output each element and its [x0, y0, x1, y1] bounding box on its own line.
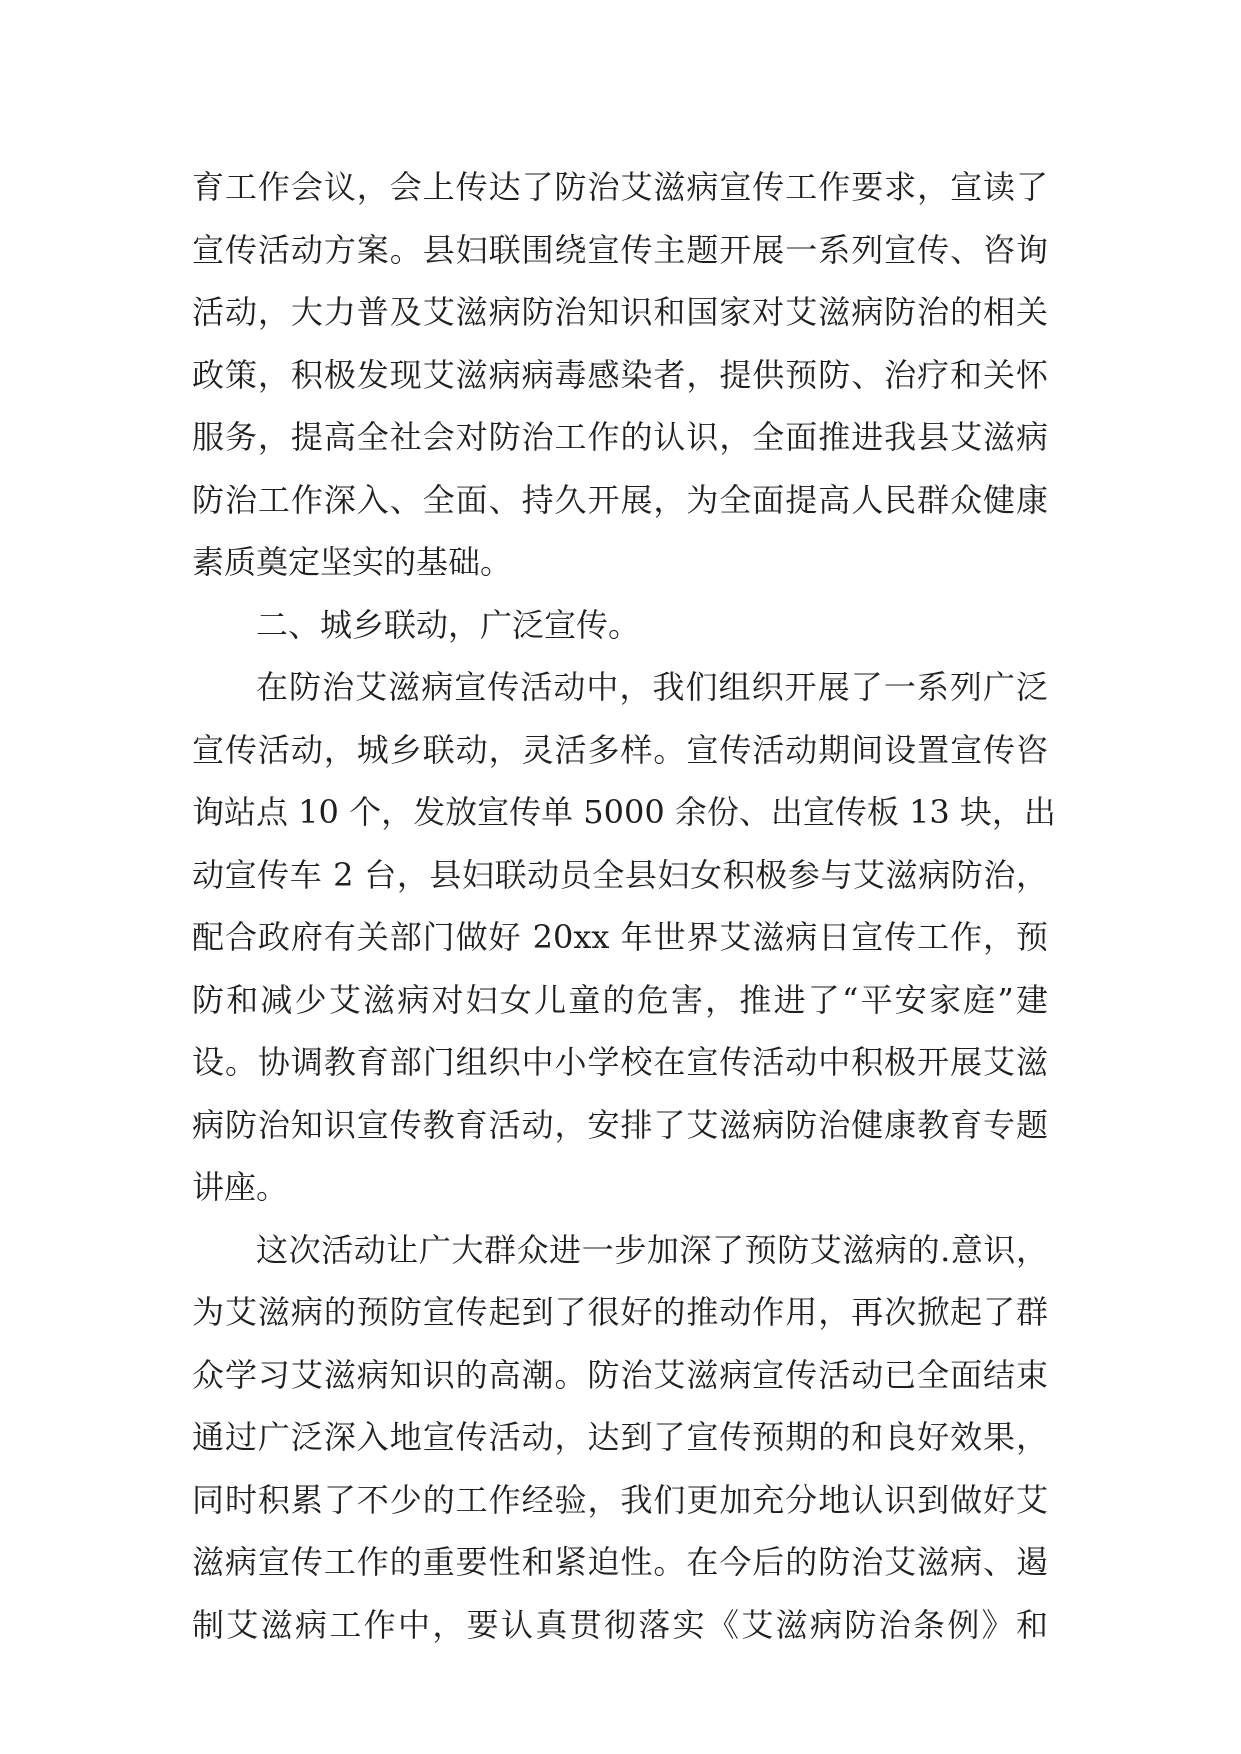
- text-line: 宣传活动，城乡联动，灵活多样。宣传活动期间设置宣传咨: [192, 730, 1048, 769]
- text-line: 众学习艾滋病知识的高潮。防治艾滋病宣传活动已全面结束: [192, 1355, 1048, 1394]
- text-line: 病防治知识宣传教育活动，安排了艾滋病防治健康教育专题: [192, 1105, 1048, 1144]
- text-line: 防和减少艾滋病对妇女儿童的危害，推进了“平安家庭”建: [192, 980, 1048, 1019]
- text-line: 动宣传车 2 台，县妇联动员全县妇女积极参与艾滋病防治，: [192, 855, 1048, 894]
- text-line: 滋病宣传工作的重要性和紧迫性。在今后的防治艾滋病、遏: [192, 1543, 1048, 1581]
- text-line: 活动，大力普及艾滋病防治知识和国家对艾滋病防治的相关: [192, 293, 1048, 331]
- text-line: 宣传活动方案。县妇联围绕宣传主题开展一系列宣传、咨询: [192, 230, 1048, 269]
- text-line: 同时积累了不少的工作经验，我们更加充分地认识到做好艾: [192, 1480, 1048, 1519]
- text-line: 服务，提高全社会对防治工作的认识，全面推进我县艾滋病: [192, 418, 1048, 456]
- text-line: 政策，积极发现艾滋病病毒感染者，提供预防、治疗和关怀: [192, 355, 1048, 394]
- text-line: 在防治艾滋病宣传活动中，我们组织开展了一系列广泛: [256, 668, 1048, 706]
- text-line: 设。协调教育部门组织中小学校在宣传活动中积极开展艾滋: [192, 1043, 1048, 1081]
- text-line: 防治工作深入、全面、持久开展，为全面提高人民群众健康: [192, 480, 1048, 519]
- text-line: 这次活动让广大群众进一步加深了预防艾滋病的.意识，: [256, 1230, 1048, 1269]
- text-line: 制艾滋病工作中，要认真贯彻落实《艾滋病防治条例》和: [192, 1605, 1048, 1644]
- text-line: 通过广泛深入地宣传活动，达到了宣传预期的和良好效果，: [192, 1418, 1048, 1456]
- text-line: 配合政府有关部门做好 20xx 年世界艾滋病日宣传工作，预: [192, 918, 1048, 956]
- text-line: 为艾滋病的预防宣传起到了很好的推动作用，再次掀起了群: [192, 1293, 1048, 1331]
- text-line: 素质奠定坚实的基础。: [192, 543, 513, 581]
- text-line: 询站点 10 个，发放宣传单 5000 余份、出宣传板 13 块，出: [192, 793, 1056, 831]
- text-line: 讲座。: [192, 1168, 289, 1206]
- document-body: [192, 156, 1056, 1656]
- text-line: 二、城乡联动，广泛宣传。: [256, 605, 641, 644]
- text-line: 育工作会议，会上传达了防治艾滋病宣传工作要求，宣读了: [192, 168, 1048, 206]
